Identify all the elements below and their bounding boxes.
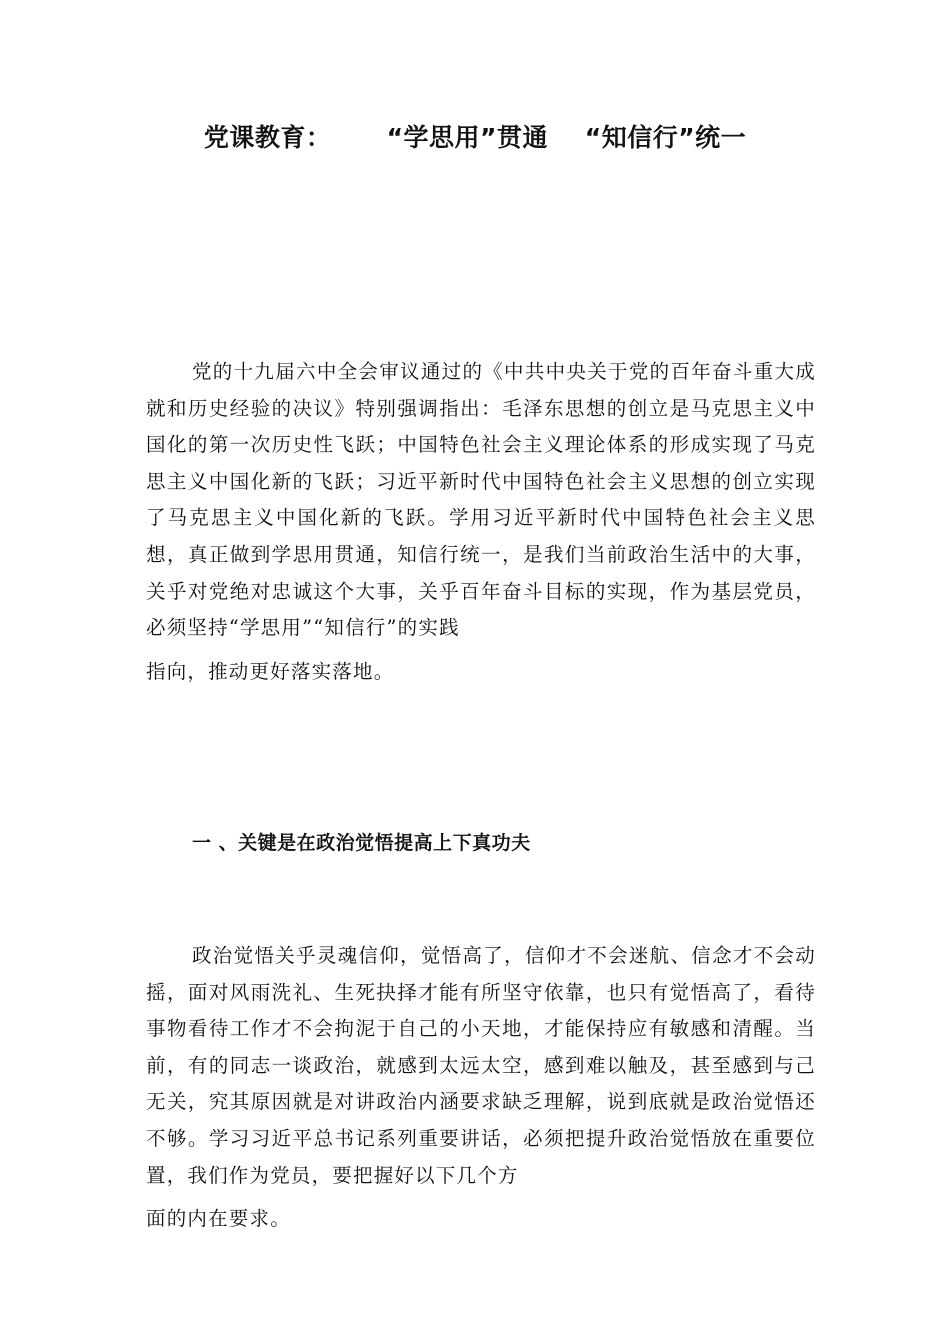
- section-paragraph-last-line: 面的内在要求。: [146, 1207, 291, 1231]
- intro-paragraph-last-line: 指向，推动更好落实落地。: [146, 659, 395, 683]
- document-title: 党课教育： “学思用”贯通 “知信行”统一: [203, 123, 747, 152]
- intro-paragraph: [146, 354, 816, 690]
- section-heading: 一 、关键是在政治觉悟提高上下真功夫: [192, 832, 531, 854]
- section-paragraph: [146, 938, 816, 1238]
- section-paragraph-text: 政治觉悟关乎灵魂信仰，觉悟高了，信仰才不会迷航、信念才不会动摇，面对风雨洗礼、生死抉择才能有所坚守依靠，也只有觉悟高了，看待事物看待工作才不会拘泥于自己的小天地，才能保持应有敏感和清醒。当前，有的同志一谈政治，就感到太远太空，感到难以触及，甚至感到与己无关，究其原因就是对讲政治内涵要求缺乏理解，说到底就是政治觉悟还不够。学习习近平总书记系列重要讲话，必须把提升政治觉悟放在重要位置，我们作为党员，要把握好以下几个方: [146, 944, 816, 1187]
- intro-paragraph-text: 党的十九届六中全会审议通过的《中共中央关于党的百年奋斗重大成就和历史经验的决议》特别强调指出：毛泽东思想的创立是马克思主义中国化的第一次历史性飞跃；中国特色社会主义理论体系的形成实现了马克思主义中国化新的飞跃；习近平新时代中国特色社会主义思想的创立实现了马克思主义中国化新的飞跃。学用习近平新时代中国特色社会主义思想，真正做到学思用贯通，知信行统一，是我们当前政治生活中的大事，关乎对党绝对忠诚这个大事，关乎百年奋斗目标的实现，作为基层党员，必须坚持“学思用”“知信行”的实践: [146, 360, 816, 640]
